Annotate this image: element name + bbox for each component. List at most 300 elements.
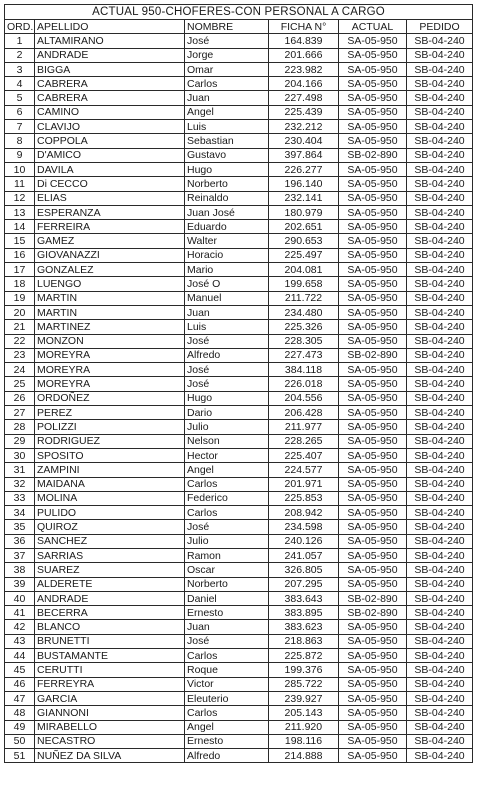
table-row bbox=[5, 548, 473, 562]
table-row bbox=[5, 248, 473, 262]
cell-apellido: ANDRADE bbox=[35, 591, 185, 605]
table-row bbox=[5, 291, 473, 305]
cell-ficha: 204.166 bbox=[269, 77, 339, 91]
cell-ord: 21 bbox=[5, 320, 35, 334]
cell-ord: 14 bbox=[5, 220, 35, 234]
cell-apellido: GARCIA bbox=[35, 691, 185, 705]
cell-actual: SA-05-950 bbox=[339, 220, 407, 234]
cell-pedido: SB-04-240 bbox=[407, 506, 473, 520]
cell-actual: SA-05-950 bbox=[339, 263, 407, 277]
cell-nombre: Carlos bbox=[185, 77, 269, 91]
header-row bbox=[5, 20, 473, 34]
cell-ficha: 218.863 bbox=[269, 634, 339, 648]
cell-ord: 49 bbox=[5, 720, 35, 734]
cell-pedido: SB-04-240 bbox=[407, 277, 473, 291]
cell-ficha: 225.407 bbox=[269, 448, 339, 462]
cell-ficha: 225.853 bbox=[269, 491, 339, 505]
cell-apellido: SANCHEZ bbox=[35, 534, 185, 548]
cell-apellido: D'AMICO bbox=[35, 148, 185, 162]
cell-ord: 11 bbox=[5, 177, 35, 191]
cell-actual: SA-05-950 bbox=[339, 248, 407, 262]
cell-ficha: 208.942 bbox=[269, 506, 339, 520]
cell-nombre: Julio bbox=[185, 534, 269, 548]
cell-ficha: 397.864 bbox=[269, 148, 339, 162]
cell-nombre: Dario bbox=[185, 406, 269, 420]
cell-ord: 51 bbox=[5, 749, 35, 763]
cell-ficha: 211.920 bbox=[269, 720, 339, 734]
cell-actual: SA-05-950 bbox=[339, 34, 407, 48]
cell-nombre: Alfredo bbox=[185, 749, 269, 763]
cell-pedido: SB-04-240 bbox=[407, 520, 473, 534]
table-row bbox=[5, 134, 473, 148]
cell-pedido: SB-04-240 bbox=[407, 391, 473, 405]
cell-ficha: 285.722 bbox=[269, 677, 339, 691]
cell-ficha: 234.480 bbox=[269, 305, 339, 319]
cell-actual: SA-05-950 bbox=[339, 105, 407, 119]
cell-actual: SA-05-950 bbox=[339, 391, 407, 405]
cell-pedido: SB-04-240 bbox=[407, 663, 473, 677]
cell-ficha: 201.971 bbox=[269, 477, 339, 491]
table-row bbox=[5, 48, 473, 62]
cell-pedido: SB-04-240 bbox=[407, 34, 473, 48]
table-row bbox=[5, 34, 473, 48]
cell-apellido: DAVILA bbox=[35, 162, 185, 176]
cell-nombre: Reinaldo bbox=[185, 191, 269, 205]
cell-apellido: RODRIGUEZ bbox=[35, 434, 185, 448]
cell-nombre: Alfredo bbox=[185, 348, 269, 362]
table-row bbox=[5, 491, 473, 505]
cell-nombre: Eduardo bbox=[185, 220, 269, 234]
cell-ord: 8 bbox=[5, 134, 35, 148]
cell-actual: SA-05-950 bbox=[339, 48, 407, 62]
cell-pedido: SB-04-240 bbox=[407, 363, 473, 377]
table-row bbox=[5, 105, 473, 119]
cell-actual: SA-05-950 bbox=[339, 363, 407, 377]
cell-ord: 41 bbox=[5, 606, 35, 620]
header-pedido: PEDIDO bbox=[407, 20, 473, 34]
cell-apellido: PULIDO bbox=[35, 506, 185, 520]
cell-nombre: Mario bbox=[185, 263, 269, 277]
cell-nombre: Nelson bbox=[185, 434, 269, 448]
cell-nombre: Ramon bbox=[185, 548, 269, 562]
cell-ord: 1 bbox=[5, 34, 35, 48]
cell-apellido: FERREYRA bbox=[35, 677, 185, 691]
cell-apellido: CAMINO bbox=[35, 105, 185, 119]
cell-pedido: SB-04-240 bbox=[407, 77, 473, 91]
table-row bbox=[5, 649, 473, 663]
cell-ficha: 223.982 bbox=[269, 62, 339, 76]
table-row bbox=[5, 348, 473, 362]
cell-ord: 10 bbox=[5, 162, 35, 176]
cell-actual: SA-05-950 bbox=[339, 663, 407, 677]
table-row bbox=[5, 191, 473, 205]
cell-ord: 13 bbox=[5, 205, 35, 219]
cell-apellido: SPOSITO bbox=[35, 448, 185, 462]
cell-actual: SA-05-950 bbox=[339, 677, 407, 691]
cell-nombre: José bbox=[185, 334, 269, 348]
cell-ord: 46 bbox=[5, 677, 35, 691]
cell-apellido: ALDERETE bbox=[35, 577, 185, 591]
cell-pedido: SB-04-240 bbox=[407, 491, 473, 505]
cell-ord: 29 bbox=[5, 434, 35, 448]
cell-nombre: Manuel bbox=[185, 291, 269, 305]
cell-actual: SA-05-950 bbox=[339, 334, 407, 348]
table-row bbox=[5, 734, 473, 748]
cell-ficha: 241.057 bbox=[269, 548, 339, 562]
header-ficha: FICHA N° bbox=[269, 20, 339, 34]
table-row bbox=[5, 563, 473, 577]
cell-ficha: 204.081 bbox=[269, 263, 339, 277]
cell-pedido: SB-04-240 bbox=[407, 305, 473, 319]
cell-ord: 17 bbox=[5, 263, 35, 277]
cell-ficha: 383.623 bbox=[269, 620, 339, 634]
cell-nombre: Julio bbox=[185, 420, 269, 434]
table-row bbox=[5, 162, 473, 176]
cell-apellido: LUENGO bbox=[35, 277, 185, 291]
cell-apellido: BLANCO bbox=[35, 620, 185, 634]
cell-ord: 35 bbox=[5, 520, 35, 534]
cell-nombre: Eleuterio bbox=[185, 691, 269, 705]
cell-nombre: Hugo bbox=[185, 162, 269, 176]
table-row bbox=[5, 363, 473, 377]
cell-nombre: Juan José bbox=[185, 205, 269, 219]
cell-actual: SA-05-950 bbox=[339, 191, 407, 205]
table-row bbox=[5, 577, 473, 591]
cell-ord: 20 bbox=[5, 305, 35, 319]
table-row bbox=[5, 434, 473, 448]
cell-ficha: 211.977 bbox=[269, 420, 339, 434]
table-row bbox=[5, 506, 473, 520]
cell-ord: 4 bbox=[5, 77, 35, 91]
cell-actual: SB-02-890 bbox=[339, 148, 407, 162]
table-row bbox=[5, 148, 473, 162]
cell-apellido: ORDOÑEZ bbox=[35, 391, 185, 405]
cell-nombre: Hugo bbox=[185, 391, 269, 405]
cell-ord: 30 bbox=[5, 448, 35, 462]
cell-apellido: ZAMPINI bbox=[35, 463, 185, 477]
cell-apellido: PEREZ bbox=[35, 406, 185, 420]
table-row bbox=[5, 377, 473, 391]
cell-ficha: 383.643 bbox=[269, 591, 339, 605]
cell-actual: SA-05-950 bbox=[339, 77, 407, 91]
cell-ord: 36 bbox=[5, 534, 35, 548]
cell-pedido: SB-04-240 bbox=[407, 577, 473, 591]
table-row bbox=[5, 220, 473, 234]
cell-apellido: ANDRADE bbox=[35, 48, 185, 62]
cell-ord: 3 bbox=[5, 62, 35, 76]
table-row bbox=[5, 448, 473, 462]
cell-ord: 43 bbox=[5, 634, 35, 648]
cell-ficha: 207.295 bbox=[269, 577, 339, 591]
cell-nombre: Norberto bbox=[185, 577, 269, 591]
cell-ord: 6 bbox=[5, 105, 35, 119]
table-row bbox=[5, 420, 473, 434]
cell-pedido: SB-04-240 bbox=[407, 134, 473, 148]
table-row bbox=[5, 520, 473, 534]
table-row bbox=[5, 77, 473, 91]
cell-actual: SA-05-950 bbox=[339, 406, 407, 420]
cell-nombre: Ernesto bbox=[185, 606, 269, 620]
header-ord: ORD. bbox=[5, 20, 35, 34]
table-title: ACTUAL 950-CHOFERES-CON PERSONAL A CARGO bbox=[5, 5, 473, 20]
cell-ficha: 230.404 bbox=[269, 134, 339, 148]
cell-nombre: Omar bbox=[185, 62, 269, 76]
table-row bbox=[5, 391, 473, 405]
cell-pedido: SB-04-240 bbox=[407, 420, 473, 434]
cell-ord: 23 bbox=[5, 348, 35, 362]
cell-actual: SA-05-950 bbox=[339, 62, 407, 76]
cell-ord: 5 bbox=[5, 91, 35, 105]
cell-actual: SA-05-950 bbox=[339, 548, 407, 562]
cell-pedido: SB-04-240 bbox=[407, 706, 473, 720]
table-row bbox=[5, 706, 473, 720]
table-body bbox=[5, 34, 473, 763]
table-row bbox=[5, 463, 473, 477]
cell-nombre: Juan bbox=[185, 305, 269, 319]
cell-nombre: Walter bbox=[185, 234, 269, 248]
table-row bbox=[5, 263, 473, 277]
cell-ficha: 290.653 bbox=[269, 234, 339, 248]
table-row bbox=[5, 205, 473, 219]
cell-nombre: Carlos bbox=[185, 706, 269, 720]
cell-pedido: SB-04-240 bbox=[407, 62, 473, 76]
cell-ord: 40 bbox=[5, 591, 35, 605]
cell-ficha: 199.658 bbox=[269, 277, 339, 291]
cell-pedido: SB-04-240 bbox=[407, 649, 473, 663]
cell-ord: 19 bbox=[5, 291, 35, 305]
cell-nombre: Ernesto bbox=[185, 734, 269, 748]
cell-ord: 28 bbox=[5, 420, 35, 434]
cell-pedido: SB-04-240 bbox=[407, 477, 473, 491]
cell-actual: SA-05-950 bbox=[339, 305, 407, 319]
table-row bbox=[5, 663, 473, 677]
cell-ord: 39 bbox=[5, 577, 35, 591]
cell-pedido: SB-04-240 bbox=[407, 606, 473, 620]
cell-ficha: 225.439 bbox=[269, 105, 339, 119]
cell-nombre: Sebastian bbox=[185, 134, 269, 148]
cell-apellido: SUAREZ bbox=[35, 563, 185, 577]
cell-nombre: Horacio bbox=[185, 248, 269, 262]
cell-actual: SA-05-950 bbox=[339, 706, 407, 720]
cell-apellido: NECASTRO bbox=[35, 734, 185, 748]
cell-ficha: 196.140 bbox=[269, 177, 339, 191]
cell-ficha: 240.126 bbox=[269, 534, 339, 548]
cell-ficha: 211.722 bbox=[269, 291, 339, 305]
cell-ficha: 164.839 bbox=[269, 34, 339, 48]
cell-pedido: SB-04-240 bbox=[407, 162, 473, 176]
cell-pedido: SB-04-240 bbox=[407, 434, 473, 448]
cell-pedido: SB-04-240 bbox=[407, 263, 473, 277]
cell-ord: 31 bbox=[5, 463, 35, 477]
cell-pedido: SB-04-240 bbox=[407, 548, 473, 562]
cell-ord: 38 bbox=[5, 563, 35, 577]
table-row bbox=[5, 677, 473, 691]
table-row bbox=[5, 720, 473, 734]
cell-ficha: 198.116 bbox=[269, 734, 339, 748]
cell-actual: SA-05-950 bbox=[339, 634, 407, 648]
cell-pedido: SB-04-240 bbox=[407, 620, 473, 634]
cell-pedido: SB-04-240 bbox=[407, 534, 473, 548]
table-row bbox=[5, 320, 473, 334]
cell-ord: 45 bbox=[5, 663, 35, 677]
cell-apellido: MARTINEZ bbox=[35, 320, 185, 334]
cell-pedido: SB-04-240 bbox=[407, 463, 473, 477]
cell-apellido: MARTIN bbox=[35, 305, 185, 319]
cell-apellido: QUIROZ bbox=[35, 520, 185, 534]
cell-ord: 42 bbox=[5, 620, 35, 634]
cell-nombre: Angel bbox=[185, 105, 269, 119]
cell-ord: 33 bbox=[5, 491, 35, 505]
cell-apellido: MOREYRA bbox=[35, 348, 185, 362]
table-row bbox=[5, 406, 473, 420]
cell-nombre: Carlos bbox=[185, 506, 269, 520]
cell-ficha: 383.895 bbox=[269, 606, 339, 620]
cell-nombre: Hector bbox=[185, 448, 269, 462]
cell-nombre: Daniel bbox=[185, 591, 269, 605]
cell-apellido: POLIZZI bbox=[35, 420, 185, 434]
cell-actual: SB-02-890 bbox=[339, 606, 407, 620]
table-row bbox=[5, 620, 473, 634]
document-sheet bbox=[4, 4, 472, 763]
cell-ficha: 206.428 bbox=[269, 406, 339, 420]
cell-ord: 7 bbox=[5, 120, 35, 134]
cell-nombre: José bbox=[185, 634, 269, 648]
cell-apellido: FERREIRA bbox=[35, 220, 185, 234]
cell-ord: 2 bbox=[5, 48, 35, 62]
cell-actual: SA-05-950 bbox=[339, 734, 407, 748]
cell-actual: SA-05-950 bbox=[339, 277, 407, 291]
cell-apellido: MARTIN bbox=[35, 291, 185, 305]
cell-actual: SA-05-950 bbox=[339, 463, 407, 477]
table-row bbox=[5, 749, 473, 763]
cell-pedido: SB-04-240 bbox=[407, 191, 473, 205]
table-row bbox=[5, 277, 473, 291]
cell-actual: SA-05-950 bbox=[339, 377, 407, 391]
cell-ficha: 227.473 bbox=[269, 348, 339, 362]
cell-apellido: GONZALEZ bbox=[35, 263, 185, 277]
cell-pedido: SB-04-240 bbox=[407, 320, 473, 334]
cell-pedido: SB-04-240 bbox=[407, 634, 473, 648]
cell-pedido: SB-04-240 bbox=[407, 291, 473, 305]
cell-apellido: CERUTTI bbox=[35, 663, 185, 677]
cell-apellido: GAMEZ bbox=[35, 234, 185, 248]
cell-ord: 34 bbox=[5, 506, 35, 520]
cell-apellido: GIOVANAZZI bbox=[35, 248, 185, 262]
table-row bbox=[5, 534, 473, 548]
cell-pedido: SB-04-240 bbox=[407, 448, 473, 462]
cell-ficha: 225.326 bbox=[269, 320, 339, 334]
cell-ficha: 224.577 bbox=[269, 463, 339, 477]
table-row bbox=[5, 591, 473, 605]
cell-actual: SA-05-950 bbox=[339, 291, 407, 305]
title-row bbox=[5, 5, 473, 20]
cell-nombre: José bbox=[185, 377, 269, 391]
cell-actual: SA-05-950 bbox=[339, 434, 407, 448]
cell-apellido: COPPOLA bbox=[35, 134, 185, 148]
cell-ficha: 204.556 bbox=[269, 391, 339, 405]
table-row bbox=[5, 477, 473, 491]
cell-nombre: Jorge bbox=[185, 48, 269, 62]
cell-actual: SB-02-890 bbox=[339, 591, 407, 605]
cell-apellido: CABRERA bbox=[35, 91, 185, 105]
cell-nombre: Luis bbox=[185, 120, 269, 134]
cell-ficha: 202.651 bbox=[269, 220, 339, 234]
cell-ficha: 228.265 bbox=[269, 434, 339, 448]
cell-ficha: 326.805 bbox=[269, 563, 339, 577]
cell-actual: SA-05-950 bbox=[339, 749, 407, 763]
table-row bbox=[5, 91, 473, 105]
cell-ord: 44 bbox=[5, 649, 35, 663]
cell-ord: 22 bbox=[5, 334, 35, 348]
cell-pedido: SB-04-240 bbox=[407, 48, 473, 62]
cell-ficha: 201.666 bbox=[269, 48, 339, 62]
cell-ficha: 232.212 bbox=[269, 120, 339, 134]
cell-apellido: MAIDANA bbox=[35, 477, 185, 491]
cell-nombre: Juan bbox=[185, 91, 269, 105]
cell-nombre: Roque bbox=[185, 663, 269, 677]
cell-nombre: Carlos bbox=[185, 477, 269, 491]
cell-pedido: SB-04-240 bbox=[407, 406, 473, 420]
cell-pedido: SB-04-240 bbox=[407, 177, 473, 191]
cell-ord: 27 bbox=[5, 406, 35, 420]
cell-ord: 50 bbox=[5, 734, 35, 748]
cell-actual: SA-05-950 bbox=[339, 234, 407, 248]
cell-nombre: José bbox=[185, 520, 269, 534]
table-row bbox=[5, 177, 473, 191]
cell-ord: 15 bbox=[5, 234, 35, 248]
cell-apellido: BIGGA bbox=[35, 62, 185, 76]
cell-apellido: GIANNONI bbox=[35, 706, 185, 720]
cell-actual: SA-05-950 bbox=[339, 177, 407, 191]
cell-actual: SA-05-950 bbox=[339, 134, 407, 148]
header-actual: ACTUAL bbox=[339, 20, 407, 34]
cell-nombre: Luis bbox=[185, 320, 269, 334]
cell-apellido: MOLINA bbox=[35, 491, 185, 505]
cell-pedido: SB-04-240 bbox=[407, 105, 473, 119]
cell-apellido: CABRERA bbox=[35, 77, 185, 91]
personnel-table bbox=[4, 4, 473, 763]
cell-pedido: SB-04-240 bbox=[407, 205, 473, 219]
cell-pedido: SB-04-240 bbox=[407, 248, 473, 262]
cell-ord: 18 bbox=[5, 277, 35, 291]
cell-pedido: SB-04-240 bbox=[407, 677, 473, 691]
cell-actual: SA-05-950 bbox=[339, 162, 407, 176]
cell-nombre: José bbox=[185, 363, 269, 377]
cell-ficha: 232.141 bbox=[269, 191, 339, 205]
cell-apellido: MOREYRA bbox=[35, 377, 185, 391]
cell-pedido: SB-04-240 bbox=[407, 734, 473, 748]
cell-ficha: 225.497 bbox=[269, 248, 339, 262]
cell-actual: SA-05-950 bbox=[339, 720, 407, 734]
cell-ord: 26 bbox=[5, 391, 35, 405]
header-nombre: NOMBRE bbox=[185, 20, 269, 34]
table-row bbox=[5, 234, 473, 248]
cell-nombre: Angel bbox=[185, 720, 269, 734]
cell-apellido: BRUNETTI bbox=[35, 634, 185, 648]
cell-actual: SA-05-950 bbox=[339, 420, 407, 434]
cell-actual: SA-05-950 bbox=[339, 91, 407, 105]
cell-pedido: SB-04-240 bbox=[407, 120, 473, 134]
cell-nombre: Oscar bbox=[185, 563, 269, 577]
cell-ord: 25 bbox=[5, 377, 35, 391]
cell-ord: 16 bbox=[5, 248, 35, 262]
cell-pedido: SB-04-240 bbox=[407, 377, 473, 391]
cell-actual: SA-05-950 bbox=[339, 448, 407, 462]
cell-pedido: SB-04-240 bbox=[407, 148, 473, 162]
cell-actual: SA-05-950 bbox=[339, 477, 407, 491]
cell-nombre: Federico bbox=[185, 491, 269, 505]
cell-apellido: BUSTAMANTE bbox=[35, 649, 185, 663]
